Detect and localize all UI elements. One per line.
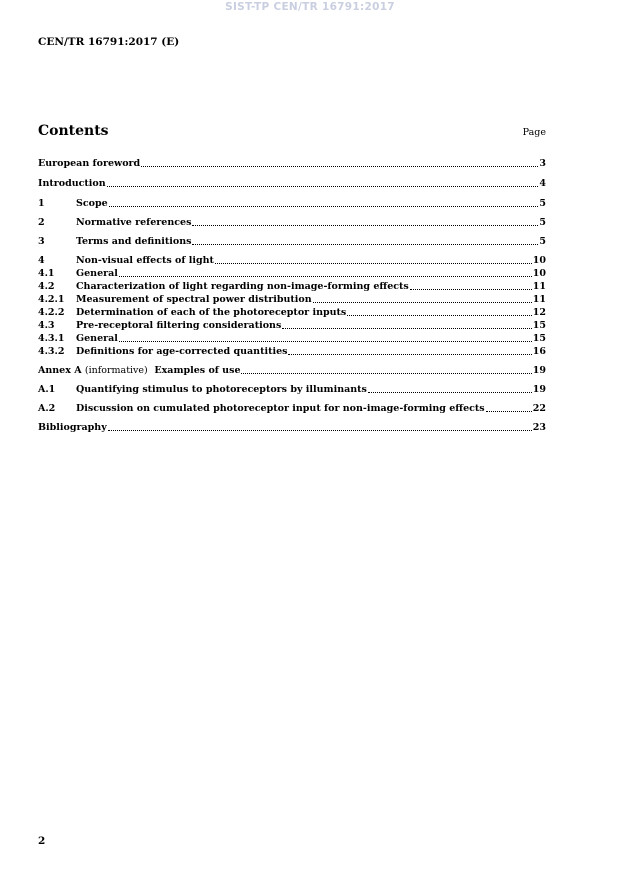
- toc-entry-title-text: European foreword: [38, 158, 141, 169]
- toc-entry-page: 23: [532, 422, 546, 433]
- toc-entry-page: 11: [532, 281, 546, 292]
- toc-entry-title-text: Measurement of spectral power distribution: [76, 294, 312, 305]
- toc-entry-page: 15: [532, 333, 546, 344]
- toc-entry-title-text: Bibliography: [38, 422, 107, 433]
- toc-entry-number: 4.2.1: [38, 294, 65, 305]
- watermark: SIST-TP CEN/TR 16791:2017: [225, 1, 395, 13]
- toc-entry-title: [38, 364, 240, 377]
- toc-entry-title-text: Normative references: [76, 217, 192, 228]
- toc-entry-number: A.2: [38, 403, 56, 414]
- toc-entry-page: 22: [532, 403, 546, 414]
- toc-entry-page: 15: [532, 320, 546, 331]
- toc-entry-title: [76, 197, 108, 210]
- toc-entry[interactable]: [38, 364, 546, 377]
- toc-entry[interactable]: [38, 345, 546, 358]
- toc-dot-leader: [241, 373, 531, 374]
- toc-entry[interactable]: [38, 332, 546, 345]
- toc-entry-number: 2: [38, 217, 45, 228]
- toc-dot-leader: [119, 341, 532, 342]
- page-column-label: Page: [522, 127, 546, 138]
- toc-entry-page: 11: [532, 294, 546, 305]
- toc-entry-number: 4.2.2: [38, 307, 65, 318]
- toc-entry-page: 12: [532, 307, 546, 318]
- toc-entry-title: [76, 319, 281, 332]
- table-of-contents: [38, 157, 546, 434]
- toc-dot-leader: [368, 392, 532, 393]
- toc-entry-title: [76, 306, 346, 319]
- toc-entry-number: 4.1: [38, 268, 55, 279]
- toc-entry[interactable]: [38, 267, 546, 280]
- toc-entry-title: [38, 177, 106, 190]
- toc-entry-title-text: Terms and definitions: [76, 236, 192, 247]
- toc-entry-title-text: General: [76, 268, 118, 279]
- toc-entry[interactable]: [38, 293, 546, 306]
- toc-entry-page: 5: [539, 236, 546, 247]
- toc-entry[interactable]: [38, 197, 546, 210]
- toc-entry-annex-type: (informative): [84, 365, 148, 376]
- toc-dot-leader: [109, 206, 539, 207]
- toc-entry[interactable]: [38, 280, 546, 293]
- toc-entry-title: [76, 254, 214, 267]
- toc-entry-title-text: Pre-receptoral filtering considerations: [76, 320, 282, 331]
- document-id: CEN/TR 16791:2017 (E): [38, 36, 180, 48]
- toc-entry-number: A.1: [38, 384, 56, 395]
- toc-dot-leader: [486, 411, 532, 412]
- toc-entry[interactable]: [38, 306, 546, 319]
- toc-entry[interactable]: [38, 421, 546, 434]
- contents-heading: Contents: [38, 123, 109, 139]
- toc-entry-page: 3: [539, 158, 546, 169]
- toc-entry[interactable]: [38, 383, 546, 396]
- toc-entry-annex-title: Examples of use: [154, 365, 241, 376]
- toc-dot-leader: [141, 166, 538, 167]
- toc-entry-page: 10: [532, 268, 546, 279]
- toc-entry-page: 16: [532, 346, 546, 357]
- toc-dot-leader: [288, 354, 531, 355]
- toc-entry[interactable]: [38, 402, 546, 415]
- toc-entry-number: 4.3.1: [38, 333, 65, 344]
- toc-entry-title-text: Characterization of light regarding non-image-forming effects: [76, 281, 409, 292]
- toc-entry[interactable]: [38, 157, 546, 170]
- toc-entry[interactable]: [38, 319, 546, 332]
- toc-entry-title-text: Determination of each of the photoreceptor inputs: [76, 307, 347, 318]
- toc-dot-leader: [108, 430, 532, 431]
- toc-entry-page: 5: [539, 198, 546, 209]
- toc-entry[interactable]: [38, 216, 546, 229]
- toc-entry-number: 1: [38, 198, 45, 209]
- toc-dot-leader: [215, 263, 532, 264]
- toc-entry-page: 4: [539, 178, 546, 189]
- toc-dot-leader: [192, 225, 538, 226]
- toc-entry-page: 19: [532, 365, 546, 376]
- toc-entry-title-text: General: [76, 333, 118, 344]
- toc-entry-title-text: Definitions for age-corrected quantities: [76, 346, 288, 357]
- toc-entry-title-text: Quantifying stimulus to photoreceptors by illuminants: [76, 384, 367, 395]
- toc-entry-page: 10: [532, 255, 546, 266]
- toc-entry-number: 4: [38, 255, 45, 266]
- toc-entry-title-text: Scope: [76, 198, 108, 209]
- toc-entry-title-text: Introduction: [38, 178, 106, 189]
- toc-entry-title: [76, 280, 409, 293]
- toc-entry-number: 4.3: [38, 320, 55, 331]
- toc-entry-page: 19: [532, 384, 546, 395]
- toc-entry-title-text: Discussion on cumulated photoreceptor input for non-image-forming effects: [76, 403, 485, 414]
- toc-entry-title: [76, 235, 191, 248]
- toc-entry-title-text: Annex A: [38, 365, 82, 376]
- toc-entry[interactable]: [38, 254, 546, 267]
- toc-entry-title: [76, 293, 312, 306]
- toc-entry-title: [38, 421, 107, 434]
- toc-entry-title: [76, 383, 367, 396]
- toc-entry-number: 4.3.2: [38, 346, 65, 357]
- toc-entry-title: [76, 216, 191, 229]
- toc-entry-title: [76, 345, 287, 358]
- toc-dot-leader: [192, 244, 538, 245]
- toc-dot-leader: [410, 289, 532, 290]
- toc-dot-leader: [313, 302, 532, 303]
- toc-entry-title: [76, 332, 118, 345]
- toc-entry-title: [76, 402, 485, 415]
- toc-entry-title-text: Non-visual effects of light: [76, 255, 214, 266]
- toc-entry-title: [76, 267, 118, 280]
- toc-dot-leader: [107, 186, 539, 187]
- toc-entry-title: [38, 157, 140, 170]
- footer-page-number: 2: [38, 835, 46, 847]
- toc-entry[interactable]: [38, 235, 546, 248]
- toc-dot-leader: [282, 328, 531, 329]
- toc-dot-leader: [347, 315, 531, 316]
- toc-entry-number: 3: [38, 236, 45, 247]
- toc-entry[interactable]: [38, 177, 546, 190]
- toc-entry-page: 5: [539, 217, 546, 228]
- toc-dot-leader: [119, 276, 532, 277]
- toc-entry-number: 4.2: [38, 281, 55, 292]
